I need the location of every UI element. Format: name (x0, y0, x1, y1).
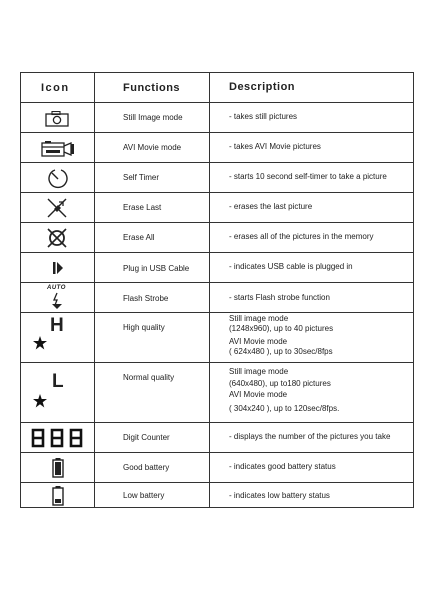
table-row (21, 163, 413, 193)
normal-quality-icon: L (52, 371, 64, 392)
description-line: (640x480), up to180 pictures (229, 378, 331, 388)
description-text (229, 314, 413, 357)
table-row (21, 423, 413, 453)
low-battery-icon (52, 486, 64, 506)
self-timer-icon (47, 167, 69, 189)
usb-icon (52, 261, 64, 275)
digit-counter-icon (29, 428, 87, 448)
flash-auto-label: AUTO (47, 285, 66, 291)
description-text: - erases the last picture (229, 202, 313, 211)
description-line: ( 624x480 ), up to 30sec/8fps (229, 347, 333, 356)
function-label: High quality (123, 323, 165, 332)
description-text (229, 366, 413, 414)
good-battery-icon (52, 458, 64, 478)
header-description: Description (229, 81, 296, 93)
function-label: Still Image mode (123, 113, 183, 122)
function-label: Low battery (123, 491, 165, 500)
star-icon (33, 394, 47, 408)
function-label: Flash Strobe (123, 294, 169, 303)
description-line: AVI Movie mode (229, 337, 288, 346)
description-text: - displays the number of the pictures you take (229, 432, 391, 441)
description-line: ( 304x240 ), up to 120sec/8fps. (229, 403, 340, 413)
functions-table (20, 72, 414, 508)
description-text: - takes still pictures (229, 112, 298, 121)
table-row (21, 193, 413, 223)
function-label: Self Timer (123, 173, 160, 182)
table-row (21, 103, 413, 133)
function-label: Digit Counter (123, 433, 170, 442)
header-icon: Icon (41, 82, 70, 94)
function-label: AVI Movie mode (123, 143, 182, 152)
table-row (21, 453, 413, 483)
erase-all-icon (45, 226, 69, 250)
erase-last-icon (45, 196, 69, 220)
table-row (21, 223, 413, 253)
table-row (21, 283, 413, 313)
function-label: Erase All (123, 233, 155, 242)
header-functions: Functions (123, 82, 181, 94)
description-text: - takes AVI Movie pictures (229, 142, 321, 151)
description-line: Still image mode (229, 367, 289, 376)
flash-auto-icon (52, 292, 62, 310)
description-text: - starts 10 second self-timer to take a picture (229, 172, 387, 181)
function-label: Erase Last (123, 203, 162, 212)
function-label: Plug in USB Cable (123, 264, 190, 273)
camera-icon (45, 111, 69, 127)
table-row (21, 253, 413, 283)
high-quality-icon: H (50, 315, 64, 336)
description-text: - indicates good battery status (229, 462, 336, 471)
description-line: AVI Movie mode (229, 390, 288, 399)
description-line: Still image mode (229, 314, 289, 323)
table-row (21, 133, 413, 163)
star-icon (33, 336, 47, 350)
description-text: - indicates low battery status (229, 491, 330, 500)
description-text: - indicates USB cable is plugged in (229, 262, 353, 271)
function-label: Good battery (123, 463, 170, 472)
description-text: - starts Flash strobe function (229, 293, 330, 302)
function-label: Normal quality (123, 373, 175, 382)
table-row (21, 363, 413, 423)
description-text: - erases all of the pictures in the memory (229, 232, 374, 241)
description-line: (1248x960), up to 40 pictures (229, 324, 334, 333)
table-row (21, 313, 413, 363)
table-row (21, 483, 413, 508)
header-row (21, 73, 413, 103)
video-camera-icon (41, 140, 75, 158)
